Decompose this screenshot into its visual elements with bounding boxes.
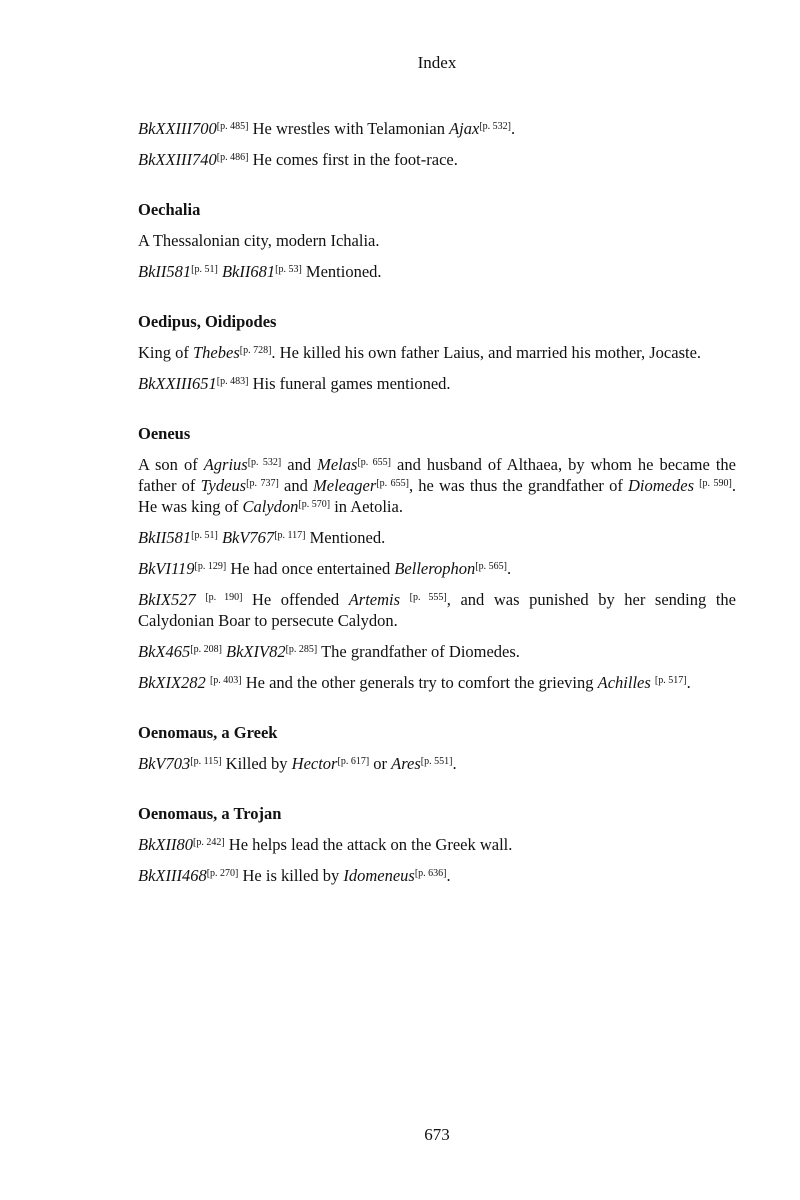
ref-line — [138, 261, 736, 282]
page-marker: [p. 53] — [275, 264, 302, 275]
book-reference[interactable]: BkVI119 — [138, 559, 195, 578]
cross-link[interactable]: Bellerophon — [394, 559, 476, 578]
cross-link[interactable]: Artemis — [348, 590, 401, 609]
page-marker: [p. 129] — [194, 561, 227, 572]
desc-text: . He was king of — [138, 476, 737, 516]
page-marker: [p. 728] — [239, 345, 272, 356]
desc-text: and — [281, 455, 318, 474]
entry-heading: Oenomaus, a Greek — [138, 723, 278, 742]
ref-text: He and the other generals try to comfort the grieving — [241, 673, 598, 692]
ref-line — [138, 118, 736, 139]
entry-heading: Oenomaus, a Trojan — [138, 804, 282, 823]
ref-text: The grandfather of Diomedes. — [317, 642, 520, 661]
ref-text: He comes first in the foot-race. — [248, 150, 458, 169]
book-reference[interactable]: BkV703 — [138, 754, 191, 773]
book-reference[interactable]: BkXIV82 — [226, 642, 286, 661]
cross-link[interactable]: Meleager — [313, 476, 377, 495]
page-marker: [p. 486] — [216, 152, 249, 163]
book-reference[interactable]: BkXIII468 — [138, 866, 207, 885]
ref-text: His funeral games mentioned. — [248, 374, 451, 393]
ref-text: Mentioned. — [305, 528, 386, 547]
page-marker: [p. 117] — [274, 530, 306, 541]
ref-line — [138, 753, 736, 774]
entry-oeneus — [138, 423, 736, 693]
cross-link[interactable]: Thebes — [193, 343, 240, 362]
book-reference[interactable]: BkII581 — [138, 528, 192, 547]
entry-oedipus — [138, 311, 736, 394]
cross-link[interactable]: Agrius — [203, 455, 248, 474]
entry-heading: Oedipus, Oidipodes — [138, 312, 277, 331]
entry-heading: Oeneus — [138, 424, 191, 443]
ref-line — [138, 672, 736, 693]
entry-oenomaus-trojan — [138, 803, 736, 886]
entry-description — [138, 454, 736, 517]
ref-line — [138, 373, 736, 394]
page-marker: [p. 483] — [216, 376, 249, 387]
cross-link[interactable]: Melas — [317, 455, 358, 474]
page-marker: [p. 51] — [191, 264, 218, 275]
ref-line — [138, 149, 736, 170]
ref-text: Mentioned. — [301, 262, 382, 281]
page-marker: [p. 485] — [216, 121, 249, 132]
page-marker: [p. 551] — [420, 756, 453, 767]
ref-line — [138, 641, 736, 662]
cross-link[interactable]: Ares — [391, 754, 421, 773]
book-reference[interactable]: BkXII80 — [138, 835, 193, 854]
ref-line — [138, 834, 736, 855]
ref-line — [138, 527, 736, 548]
cross-link[interactable]: Achilles — [597, 673, 651, 692]
cross-link[interactable]: Tydeus — [200, 476, 247, 495]
page-marker: [p. 570] — [298, 499, 331, 510]
ref-text: He had once entertained — [226, 559, 395, 578]
desc-text: in Aetolia. — [330, 497, 403, 516]
desc-text: and — [278, 476, 314, 495]
ref-text: or — [369, 754, 392, 773]
page-marker: [p. 270] — [206, 868, 239, 879]
book-reference[interactable]: BkXXIII740 — [138, 150, 217, 169]
entry-oechalia — [138, 199, 736, 282]
page-marker: [p. 285] — [285, 644, 318, 655]
page-marker: [p. 532] — [479, 121, 512, 132]
running-header: Index — [417, 53, 457, 72]
ref-line — [138, 558, 736, 579]
ref-text: He offended — [242, 590, 349, 609]
desc-text: King of — [138, 343, 193, 362]
ref-text: . — [511, 119, 516, 138]
desc-text: . He killed his own father Laius, and married his mother, Jocaste. — [271, 343, 702, 362]
book-reference[interactable]: BkXXIII651 — [138, 374, 217, 393]
cross-link[interactable]: Diomedes — [628, 476, 694, 495]
entry-heading: Oechalia — [138, 200, 201, 219]
book-reference[interactable]: BkIX527 — [138, 590, 196, 609]
cross-link[interactable]: Hector — [291, 754, 338, 773]
entry-description: A Thessalonian city, modern Ichalia. — [138, 231, 380, 250]
ref-text: He wrestles with Telamonian — [248, 119, 450, 138]
ref-text: . — [506, 559, 512, 578]
page-marker: [p. 208] — [190, 644, 222, 655]
ref-text: . — [452, 754, 457, 773]
ref-text: . — [686, 673, 691, 692]
entry-description — [138, 342, 736, 363]
book-reference[interactable]: BkX465 — [138, 642, 191, 661]
page-marker: [p. 190] — [205, 592, 243, 603]
page-number: 673 — [424, 1125, 450, 1144]
page-marker: [p. 242] — [192, 837, 225, 848]
index-content — [138, 118, 736, 915]
page-marker: [p. 636] — [414, 868, 447, 879]
page-marker: [p. 655] — [376, 478, 409, 489]
book-reference[interactable]: BkXIX282 — [138, 673, 206, 692]
book-reference[interactable]: BkII581 — [138, 262, 192, 281]
ref-text: . — [446, 866, 451, 885]
cross-link[interactable]: Idomeneus — [343, 866, 415, 885]
page-marker: [p. 115] — [190, 756, 222, 767]
book-reference[interactable]: BkXXIII700 — [138, 119, 217, 138]
desc-text: A son of — [138, 455, 204, 474]
cross-link[interactable]: Ajax — [449, 119, 480, 138]
page-marker: [p. 737] — [246, 478, 279, 489]
page-marker: [p. 517] — [654, 675, 687, 686]
page-marker: [p. 655] — [357, 457, 391, 468]
entry-continuation — [138, 118, 736, 170]
desc-text: , he was thus the grandfather of — [408, 476, 628, 495]
book-reference[interactable]: BkV767 — [221, 528, 275, 547]
page-marker: [p. 532] — [247, 457, 282, 468]
page-marker: [p. 565] — [475, 561, 507, 572]
ref-text: , and was punished by her sending the Calydonian Boar to persecute Calydon. — [138, 590, 736, 630]
book-reference[interactable]: BkII681 — [221, 262, 276, 281]
page-marker: [p. 555] — [409, 592, 447, 603]
cross-link[interactable]: Calydon — [242, 497, 299, 516]
ref-line — [138, 865, 736, 886]
ref-text: Killed by — [221, 754, 292, 773]
ref-line — [138, 589, 736, 631]
ref-text: He helps lead the attack on the Greek wall. — [224, 835, 513, 854]
page-marker: [p. 51] — [191, 530, 218, 541]
page-marker: [p. 403] — [209, 675, 242, 686]
desc-text: and husband of Althaea, by whom he became the father of — [138, 455, 736, 495]
page-marker: [p. 617] — [337, 756, 370, 767]
entry-oenomaus-greek — [138, 722, 736, 774]
ref-text: He is killed by — [238, 866, 344, 885]
page-marker: [p. 590] — [699, 478, 732, 489]
